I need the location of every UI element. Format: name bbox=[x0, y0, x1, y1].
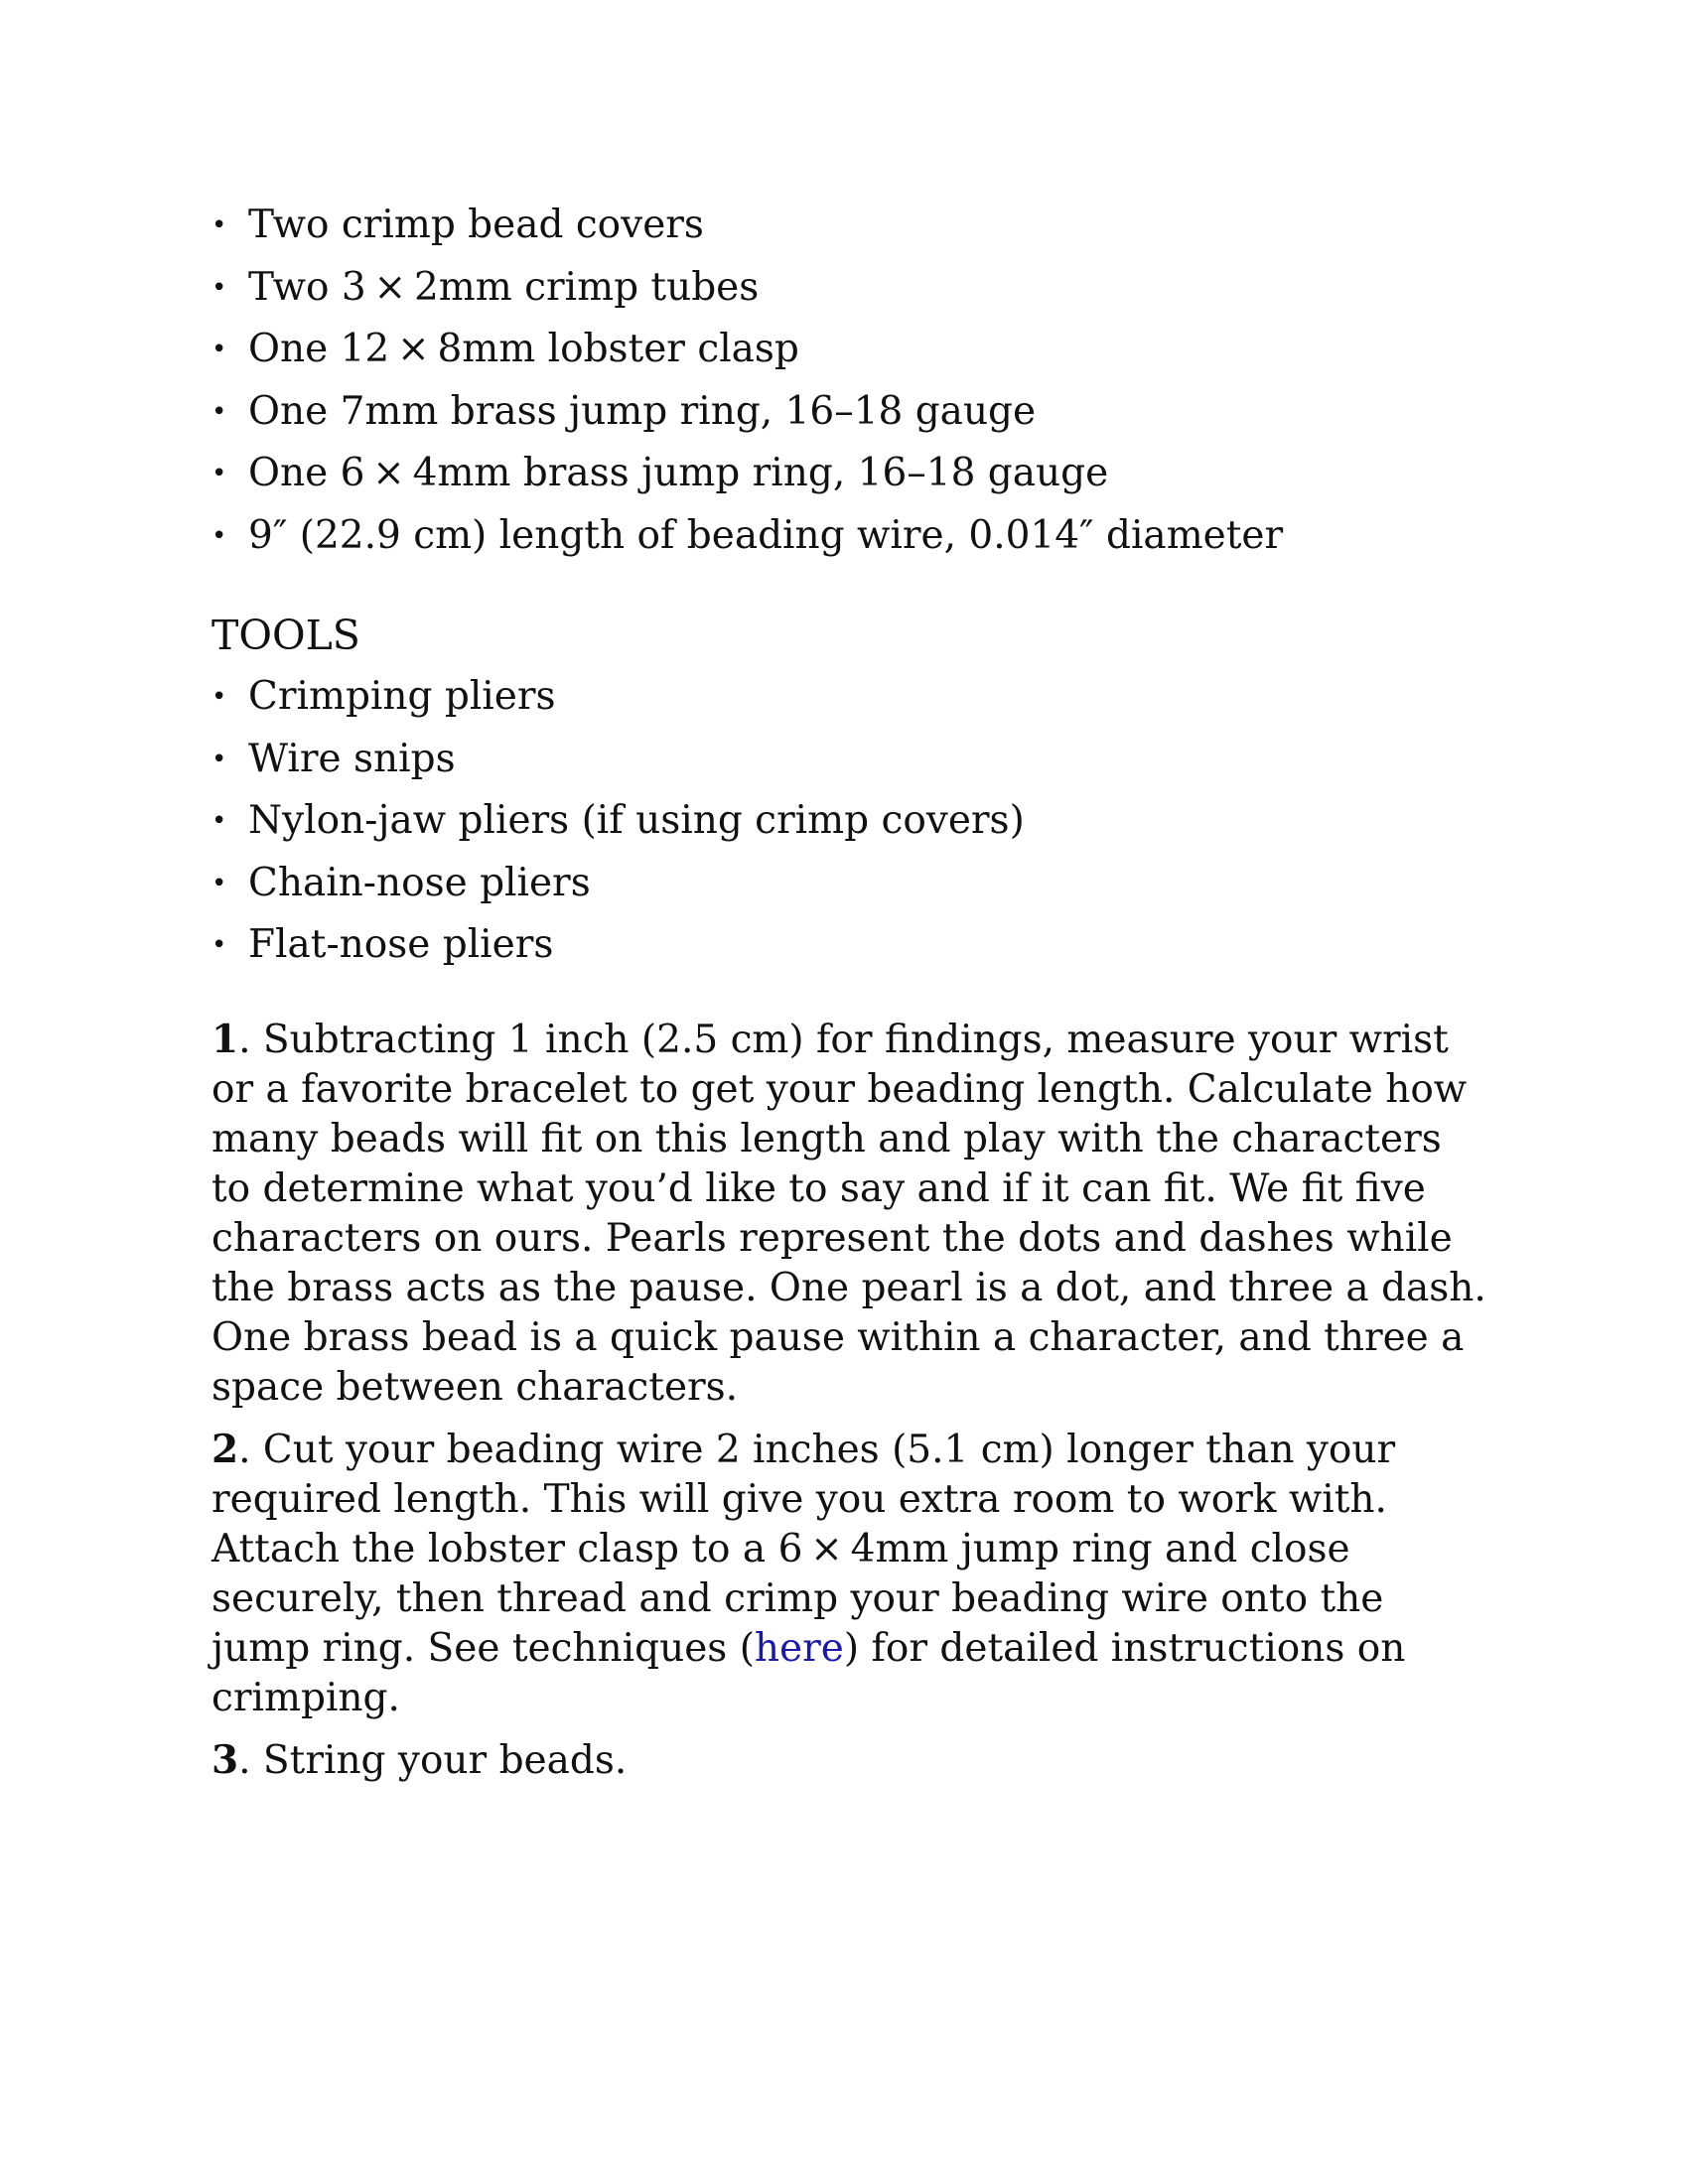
step-text: . Subtracting 1 inch (2.5 cm) for findings, measure your wrist or a favorite bracelet to get your beading length. Calculate how many beads will fit on this length and play with the characters to determine what you’d like to say and if it can fit. We fit five characters on ours. Pearls represent the dots and dashes while the brass acts as the pause. One pearl is a dot, and three a dash. One brass bead is a quick pause within a character, and three a space between characters. bbox=[211, 1017, 1486, 1410]
materials-list bbox=[211, 195, 1492, 567]
instruction-steps bbox=[211, 1015, 1492, 1786]
list-item bbox=[211, 853, 1492, 915]
list-item-text: Chain-nose pliers bbox=[248, 860, 591, 905]
step-2 bbox=[211, 1425, 1492, 1723]
list-item bbox=[211, 790, 1492, 853]
list-item-text: One 7mm brass jump ring, 16–18 gauge bbox=[248, 388, 1037, 434]
list-item-text: Wire snips bbox=[248, 736, 456, 781]
bullet-icon: • bbox=[211, 210, 227, 240]
bullet-icon: • bbox=[211, 520, 227, 551]
list-item-text: Flat-nose pliers bbox=[248, 922, 554, 967]
step-number: 3 bbox=[211, 1736, 239, 1783]
step-number: 1 bbox=[211, 1016, 239, 1062]
list-item-text: 9″ (22.9 cm) length of beading wire, 0.014″ diameter bbox=[248, 512, 1284, 558]
list-item bbox=[211, 443, 1492, 505]
list-item bbox=[211, 381, 1492, 444]
step-3 bbox=[211, 1735, 1492, 1786]
tools-list bbox=[211, 666, 1492, 977]
step-1 bbox=[211, 1015, 1492, 1413]
bullet-icon: • bbox=[211, 335, 227, 364]
list-item bbox=[211, 257, 1492, 320]
step-text-continued: ) for detailed instructions on crimping. bbox=[211, 1625, 1406, 1720]
bullet-icon: • bbox=[211, 272, 227, 303]
bullet-icon: • bbox=[211, 682, 227, 712]
tools-heading: TOOLS bbox=[211, 612, 360, 659]
bullet-icon: • bbox=[211, 744, 227, 774]
bullet-icon: • bbox=[211, 396, 227, 427]
list-item-text: One 12 × 8mm lobster clasp bbox=[248, 327, 799, 371]
step-text: . String your beads. bbox=[238, 1737, 628, 1783]
list-item bbox=[211, 666, 1492, 729]
document-page bbox=[211, 195, 1492, 1798]
bullet-icon: • bbox=[211, 868, 227, 898]
list-item bbox=[211, 914, 1492, 977]
list-item bbox=[211, 505, 1492, 568]
list-item-text: Two crimp bead covers bbox=[248, 203, 704, 247]
list-item-text: Nylon-jaw pliers (if using crimp covers) bbox=[248, 798, 1025, 843]
list-item-text: Crimping pliers bbox=[248, 674, 556, 719]
list-item bbox=[211, 195, 1492, 257]
bullet-icon: • bbox=[211, 930, 227, 960]
list-item-text: One 6 × 4mm brass jump ring, 16–18 gauge bbox=[248, 451, 1109, 495]
list-item bbox=[211, 319, 1492, 381]
step-number: 2 bbox=[211, 1426, 239, 1472]
step-text: . Cut your beading wire 2 inches (5.1 cm) longer than your required length. This will give you extra room to work with. Attach the lobster clasp to a 6 × 4mm jump ring and close securely, then thread and crimp your beading wire onto the jump ring. See techniques ( bbox=[211, 1427, 1396, 1671]
bullet-icon: • bbox=[211, 459, 227, 488]
list-item bbox=[211, 729, 1492, 791]
list-item-text: Two 3 × 2mm crimp tubes bbox=[248, 264, 760, 310]
bullet-icon: • bbox=[211, 806, 227, 836]
techniques-link[interactable]: here bbox=[754, 1625, 844, 1671]
